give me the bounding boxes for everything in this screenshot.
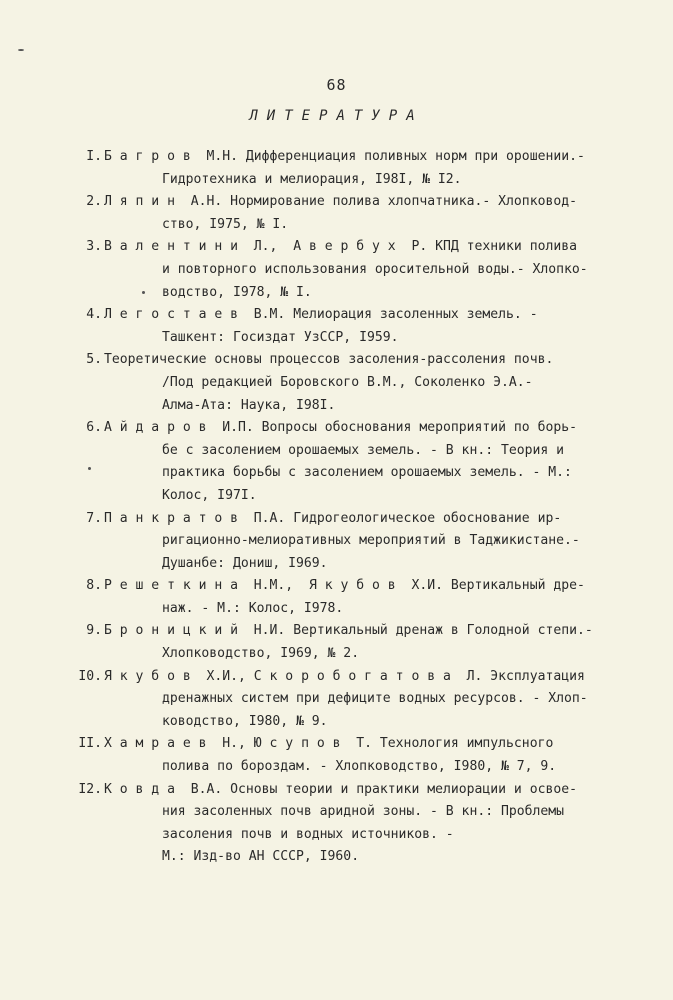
reference-line: ния засоленных почв аридной зоны. - В кн.: Проблемы	[162, 804, 565, 820]
reference-line: засоления почв и водных источников. -	[162, 826, 454, 842]
reference-item	[64, 304, 664, 349]
reference-line: М.: Изд-во АН СССР, I960.	[162, 849, 360, 865]
reference-list	[64, 146, 664, 869]
scan-speck	[18, 49, 24, 51]
reference-item	[64, 575, 664, 620]
reference-number: 7.	[86, 510, 102, 526]
reference-line: бе с засолением орошаемых земель. - В кн.: Теория и	[162, 442, 565, 458]
reference-item	[64, 508, 664, 576]
reference-line: дренажных систем при дефиците водных ресурсов. - Хлоп-	[162, 691, 588, 707]
reference-line: В а л е н т и н и Л., А в е р б у х Р. КПД техники полива	[104, 239, 577, 255]
reference-line: Теоретические основы процессов засоления-рассоления почв.	[104, 352, 554, 368]
reference-number: 6.	[86, 420, 102, 436]
reference-line: водство, I978, № I.	[162, 284, 312, 300]
reference-item	[64, 191, 664, 236]
reference-line: полива по бороздам. - Хлопководство, I980, № 7, 9.	[162, 759, 557, 775]
reference-number: 5.	[86, 352, 102, 368]
reference-item	[64, 666, 664, 734]
reference-number: 9.	[86, 623, 102, 639]
reference-line: А й д а р о в И.П. Вопросы обоснования мероприятий по борь-	[104, 420, 577, 436]
reference-line: Б р о н и ц к и й Н.И. Вертикальный дренаж в Голодной степи.-	[104, 623, 593, 639]
reference-line: Л е г о с т а е в В.М. Мелиорация засоленных земель. -	[104, 307, 538, 323]
reference-number: I0.	[78, 668, 102, 684]
reference-line: Колос, I97I.	[162, 487, 257, 503]
reference-line: наж. - М.: Колос, I978.	[162, 600, 344, 616]
reference-line: Л я п и н А.Н. Нормирование полива хлопчатника.- Хлопковод-	[104, 194, 577, 210]
reference-number: II.	[78, 736, 102, 752]
reference-line: Я к у б о в Х.И., С к о р о б о г а т о в а Л. Эксплуатация	[104, 668, 585, 684]
reference-line: П а н к р а т о в П.А. Гидрогеологическое обоснование ир-	[104, 510, 562, 526]
reference-number: 2.	[86, 194, 102, 210]
reference-line: Хлопководство, I969, № 2.	[162, 646, 360, 662]
reference-number: 3.	[86, 239, 102, 255]
reference-item	[64, 349, 664, 417]
reference-item	[64, 417, 664, 507]
reference-line: /Под редакцией Боровского В.М., Соколенко Э.А.-	[162, 374, 533, 390]
reference-item	[64, 146, 664, 191]
reference-line: Алма-Ата: Наука, I98I.	[162, 397, 336, 413]
reference-line: ководство, I980, № 9.	[162, 713, 328, 729]
section-heading: ЛИТЕРАТУРА	[249, 108, 424, 124]
page-number: 68	[326, 76, 347, 94]
reference-line: практика борьбы с засолением орошаемых земель. - М.:	[162, 465, 572, 481]
reference-number: 4.	[86, 307, 102, 323]
reference-line: Х а м р а е в Н., Ю с у п о в Т. Технология импульсного	[104, 736, 554, 752]
reference-item	[64, 733, 664, 778]
reference-item	[64, 779, 664, 869]
reference-item	[64, 236, 664, 304]
reference-number: I2.	[78, 781, 102, 797]
reference-line: Душанбе: Дониш, I969.	[162, 555, 328, 571]
reference-line: ство, I975, № I.	[162, 216, 289, 232]
reference-item	[64, 620, 664, 665]
reference-line: Б а г р о в М.Н. Дифференциация поливных норм при орошении.-	[104, 149, 585, 164]
reference-line: Р е ш е т к и н а Н.М., Я к у б о в Х.И. Вертикальный дре-	[104, 578, 585, 594]
reference-line: ригационно-мелиоративных мероприятий в Таджикистане.-	[162, 533, 580, 549]
reference-line: Ташкент: Госиздат УзССР, I959.	[162, 329, 399, 345]
reference-number: 8.	[86, 578, 102, 594]
reference-line: К о в д а В.А. Основы теории и практики мелиорации и освое-	[104, 781, 577, 797]
reference-line: Гидротехника и мелиорация, I98I, № I2.	[162, 171, 462, 187]
reference-line: и повторного использования оросительной воды.- Хлопко-	[162, 261, 588, 277]
reference-number: I.	[86, 149, 102, 164]
